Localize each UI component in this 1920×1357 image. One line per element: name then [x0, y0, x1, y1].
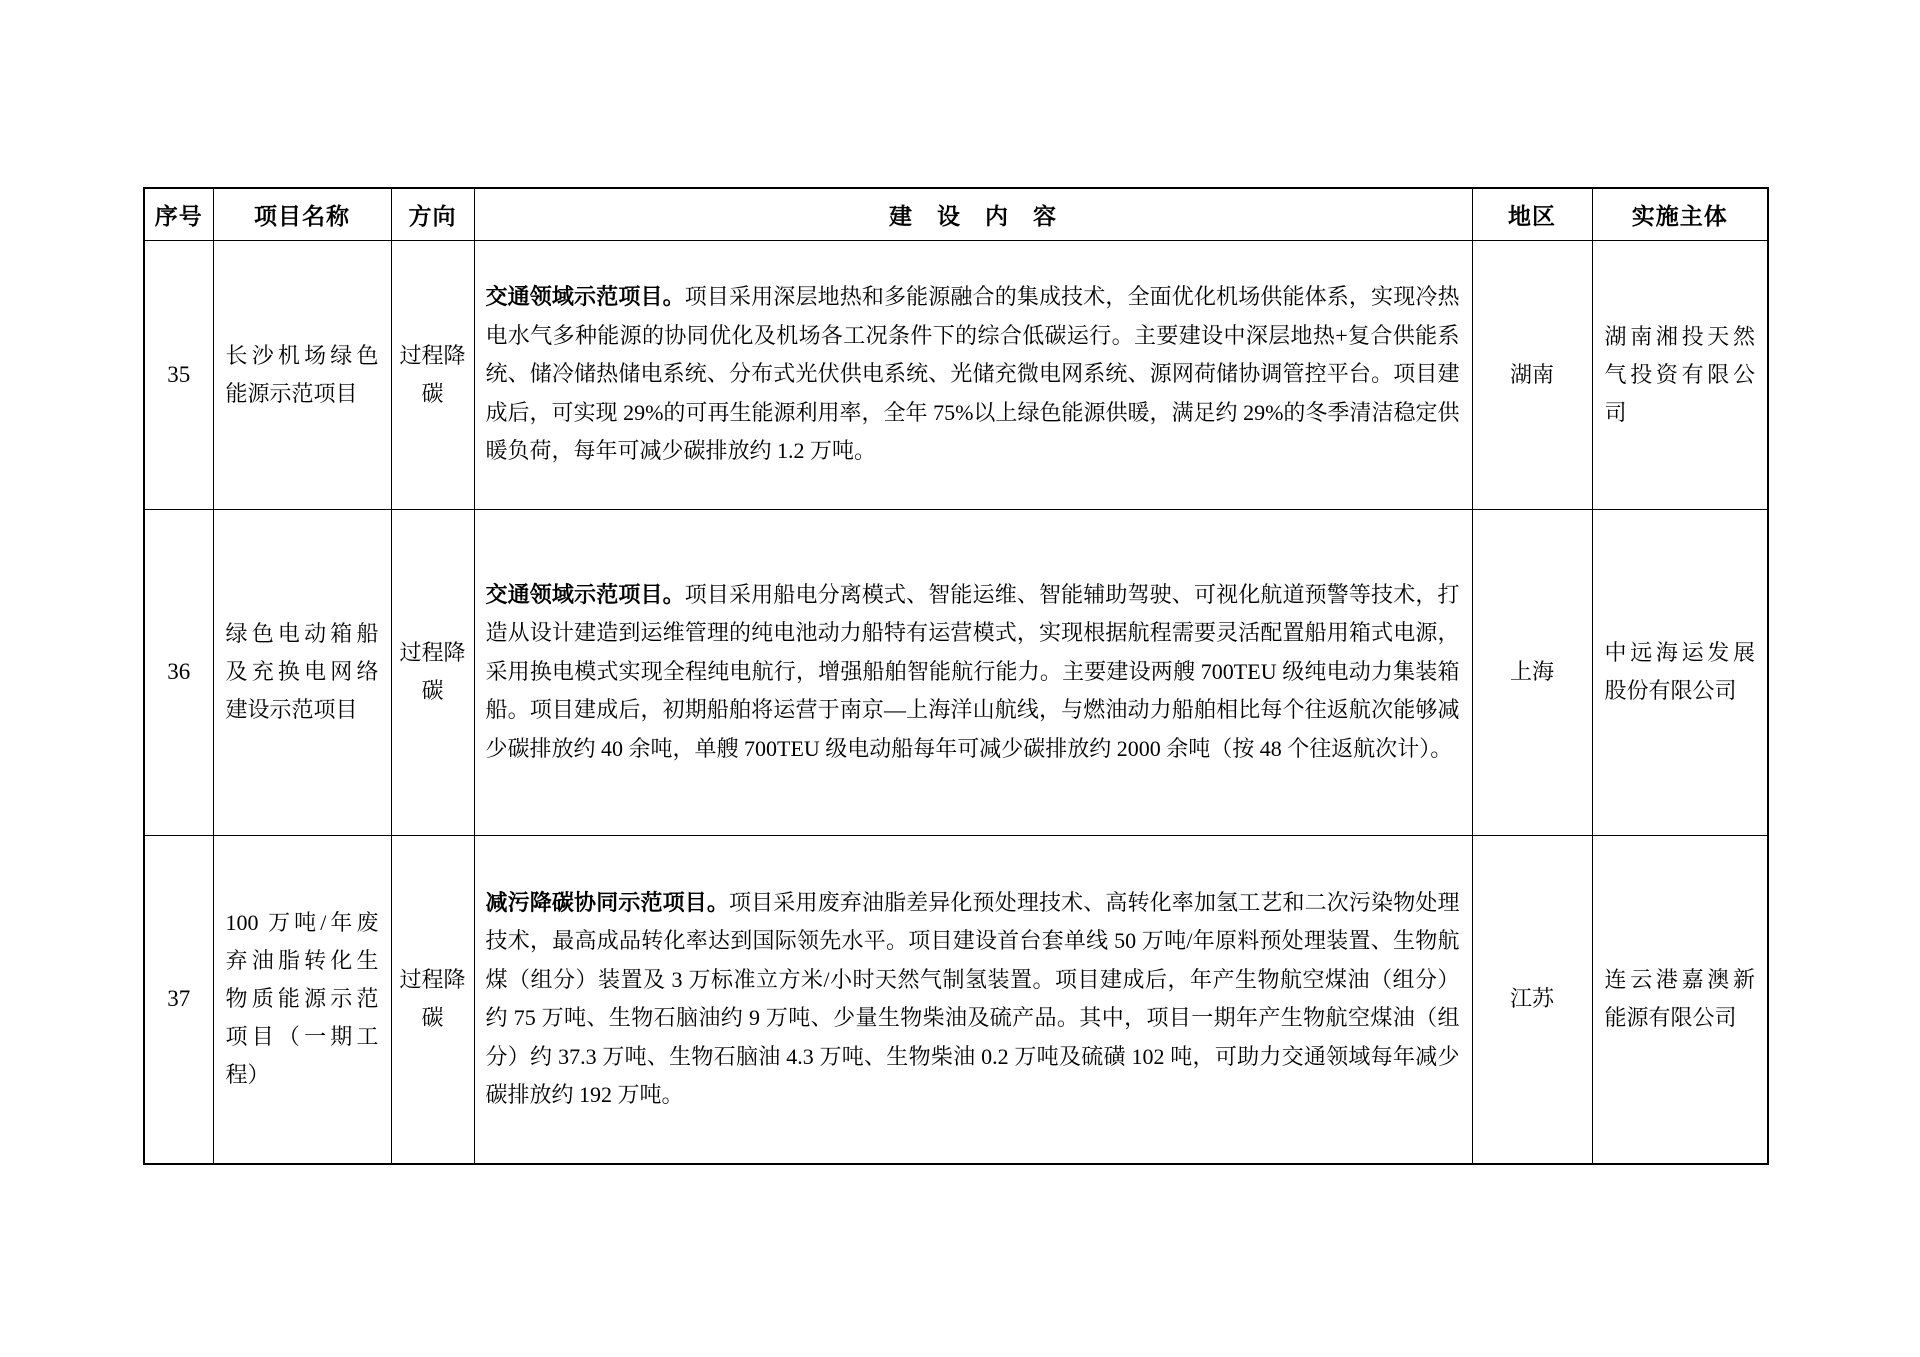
row-37-content-lead: 减污降碳协同示范项目。: [485, 889, 730, 915]
row-37-content-body: 项目采用废弃油脂差异化预处理技术、高转化率加氢工艺和二次污染物处理技术，最高成品转化率达到国际领先水平。项目建设首台套单线 50 万吨/年原料预处理装置、生物航煤（组分）装置及 3 万标准立方米/小时天然气制氢装置。项目建成后，年产生物航空煤油（组分）约 75 万吨、生物石脑油约 9 万吨、少量生物柴油及硫产品。其中，项目一期年产生物航空煤油（组分）约 37.3 万吨、生物石脑油 4.3 万吨、生物柴油 0.2 万吨及硫磺 102 吨，可助力交通领域每年减少碳排放约 192 万吨。: [485, 889, 1460, 1108]
row-35-serial-number: 35: [144, 240, 213, 509]
row-35-content-lead: 交通领域示范项目。: [485, 284, 685, 310]
row-37-implementing-entity: 连云港嘉澳新能源有限公司: [1592, 835, 1768, 1164]
project-table: [143, 187, 1769, 1165]
header-construction-content: 建 设 内 容: [474, 188, 1472, 240]
row-36-serial-number: 36: [144, 509, 213, 835]
row-36-implementing-entity: 中远海运发展股份有限公司: [1592, 509, 1768, 835]
row-37-direction: 过程降碳: [391, 835, 474, 1164]
row-36-region: 上海: [1472, 509, 1592, 835]
row-36-content-lead: 交通领域示范项目。: [485, 581, 685, 607]
row-35-project-name: 长沙机场绿色能源示范项目: [213, 240, 391, 509]
table-header-row: [144, 188, 1768, 240]
row-35-implementing-entity: 湖南湘投天然气投资有限公司: [1592, 240, 1768, 509]
row-36-construction-content: [474, 509, 1472, 835]
row-35-content-body: 项目采用深层地热和多能源融合的集成技术，全面优化机场供能体系，实现冷热电水气多种能源的协同优化及机场各工况条件下的综合低碳运行。主要建设中深层地热+复合供能系统、储冷储热储电系统、分布式光伏供电系统、光储充微电网系统、源网荷储协调管控平台。项目建成后，可实现 29%的可再生能源利用率，全年 75%以上绿色能源供暖，满足约 29%的冬季清洁稳定供暖负荷，每年可减少碳排放约 1.2 万吨。: [485, 284, 1460, 464]
row-35-construction-content: [474, 240, 1472, 509]
row-36-content-body: 项目采用船电分离模式、智能运维、智能辅助驾驶、可视化航道预警等技术，打造从设计建造到运维管理的纯电池动力船特有运营模式，实现根据航程需要灵活配置船用箱式电源，采用换电模式实现全程纯电航行，增强船舶智能航行能力。主要建设两艘 700TEU 级纯电动力集装箱船。项目建成后，初期船舶将运营于南京—上海洋山航线，与燃油动力船舶相比每个往返航次能够减少碳排放约 40 余吨，单艘 700TEU 级电动船每年可减少碳排放约 2000 余吨（按 48 个往返航次计）。: [485, 581, 1460, 761]
header-implementing-entity: 实施主体: [1592, 188, 1768, 240]
header-project-name: 项目名称: [213, 188, 391, 240]
header-direction: 方向: [391, 188, 474, 240]
table-row-35: [144, 240, 1768, 509]
row-36-direction: 过程降碳: [391, 509, 474, 835]
table-row-37: [144, 835, 1768, 1164]
row-35-direction: 过程降碳: [391, 240, 474, 509]
header-serial-number: 序号: [144, 188, 213, 240]
row-37-serial-number: 37: [144, 835, 213, 1164]
row-35-region: 湖南: [1472, 240, 1592, 509]
header-region: 地区: [1472, 188, 1592, 240]
table-row-36: [144, 509, 1768, 835]
row-36-project-name: 绿色电动箱船及充换电网络建设示范项目: [213, 509, 391, 835]
row-37-region: 江苏: [1472, 835, 1592, 1164]
row-37-construction-content: [474, 835, 1472, 1164]
row-37-project-name: 100 万吨/年废弃油脂转化生物质能源示范项目（一期工程）: [213, 835, 391, 1164]
